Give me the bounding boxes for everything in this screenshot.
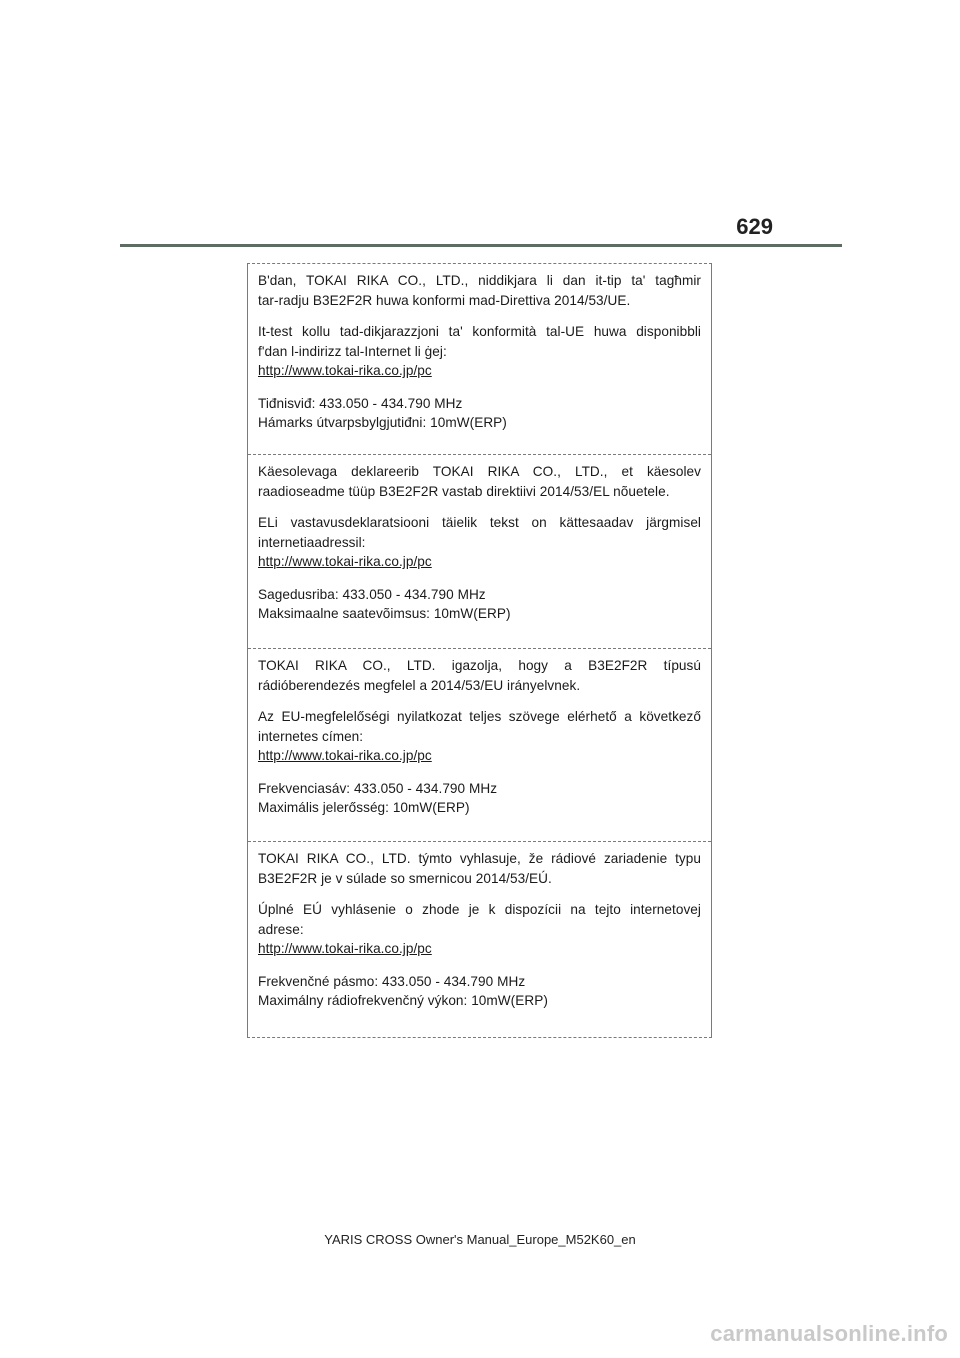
full-text-line: f'dan l-indirizz tal-Internet li ġej:	[258, 343, 447, 359]
declaration-url-link[interactable]: http://www.tokai-rika.co.jp/pc	[258, 363, 432, 378]
declaration-section-maltese	[248, 264, 711, 454]
frequency-band: Frekvenčné pásmo: 433.050 - 434.790 MHz	[258, 973, 526, 989]
declaration-line: raadioseadme tüüp B3E2F2R vastab direktiivi 2014/53/EL nõuetele.	[258, 483, 670, 499]
declaration-line: Käesolevaga deklareerib TOKAI RIKA CO., LTD., et käesolev	[258, 464, 701, 479]
frequency-band: Frekvenciasáv: 433.050 - 434.790 MHz	[258, 780, 498, 796]
frequency-band: Sagedusriba: 433.050 - 434.790 MHz	[258, 586, 486, 602]
max-power: Maximális jelerősség: 10mW(ERP)	[258, 800, 470, 815]
declaration-line: B'dan, TOKAI RIKA CO., LTD., niddikjara li dan it-tip ta' tagħmir	[258, 273, 701, 288]
manual-footer: YARIS CROSS Owner's Manual_Europe_M52K60_en	[324, 1232, 636, 1247]
declaration-line: rádióberendezés megfelel a 2014/53/EU irányelvnek.	[258, 677, 581, 693]
full-text-line: Az EU-megfelelőségi nyilatkozat teljes szövege elérhető a következő	[258, 709, 701, 724]
header-rule	[120, 244, 842, 247]
declaration-url-link[interactable]: http://www.tokai-rika.co.jp/pc	[258, 554, 432, 569]
declaration-line: TOKAI RIKA CO., LTD. igazolja, hogy a B3E2F2R típusú	[258, 658, 701, 673]
declaration-url-link[interactable]: http://www.tokai-rika.co.jp/pc	[258, 941, 432, 956]
full-text-line: internetes címen:	[258, 728, 364, 744]
max-power: Maximálny rádiofrekvenčný výkon: 10mW(ERP)	[258, 993, 548, 1008]
page-number: 629	[736, 214, 773, 239]
declaration-line: TOKAI RIKA CO., LTD. týmto vyhlasuje, že rádiové zariadenie typu	[258, 851, 701, 866]
declaration-line: B3E2F2R je v súlade so smernicou 2014/53/EÚ.	[258, 870, 552, 886]
declaration-url-link[interactable]: http://www.tokai-rika.co.jp/pc	[258, 748, 432, 763]
full-text-line: Úplné EÚ vyhlásenie o zhode je k dispozícii na tejto internetovej	[258, 902, 701, 917]
full-text-line: It-test kollu tad-dikjarazzjoni ta' konformità tal-UE huwa disponibbli	[258, 324, 701, 339]
full-text-line: adrese:	[258, 921, 304, 937]
frequency-band: Tiđnisviđ: 433.050 - 434.790 MHz	[258, 395, 463, 411]
full-text-line: ELi vastavusdeklaratsiooni täielik tekst on kättesaadav järgmisel	[258, 515, 701, 530]
site-watermark: carmanualsonline.info	[710, 1321, 948, 1346]
declaration-section-hungarian	[248, 648, 711, 841]
max-power: Maksimaalne saatevõimsus: 10mW(ERP)	[258, 606, 511, 621]
declaration-section-slovak	[248, 841, 711, 1037]
declaration-section-estonian	[248, 454, 711, 648]
full-text-line: internetiaadressil:	[258, 534, 366, 550]
declaration-box	[247, 263, 712, 1038]
declaration-line: tar-radju B3E2F2R huwa konformi mad-Direttiva 2014/53/UE.	[258, 292, 631, 308]
max-power: Hámarks útvarpsbylgjutiđni: 10mW(ERP)	[258, 415, 507, 430]
